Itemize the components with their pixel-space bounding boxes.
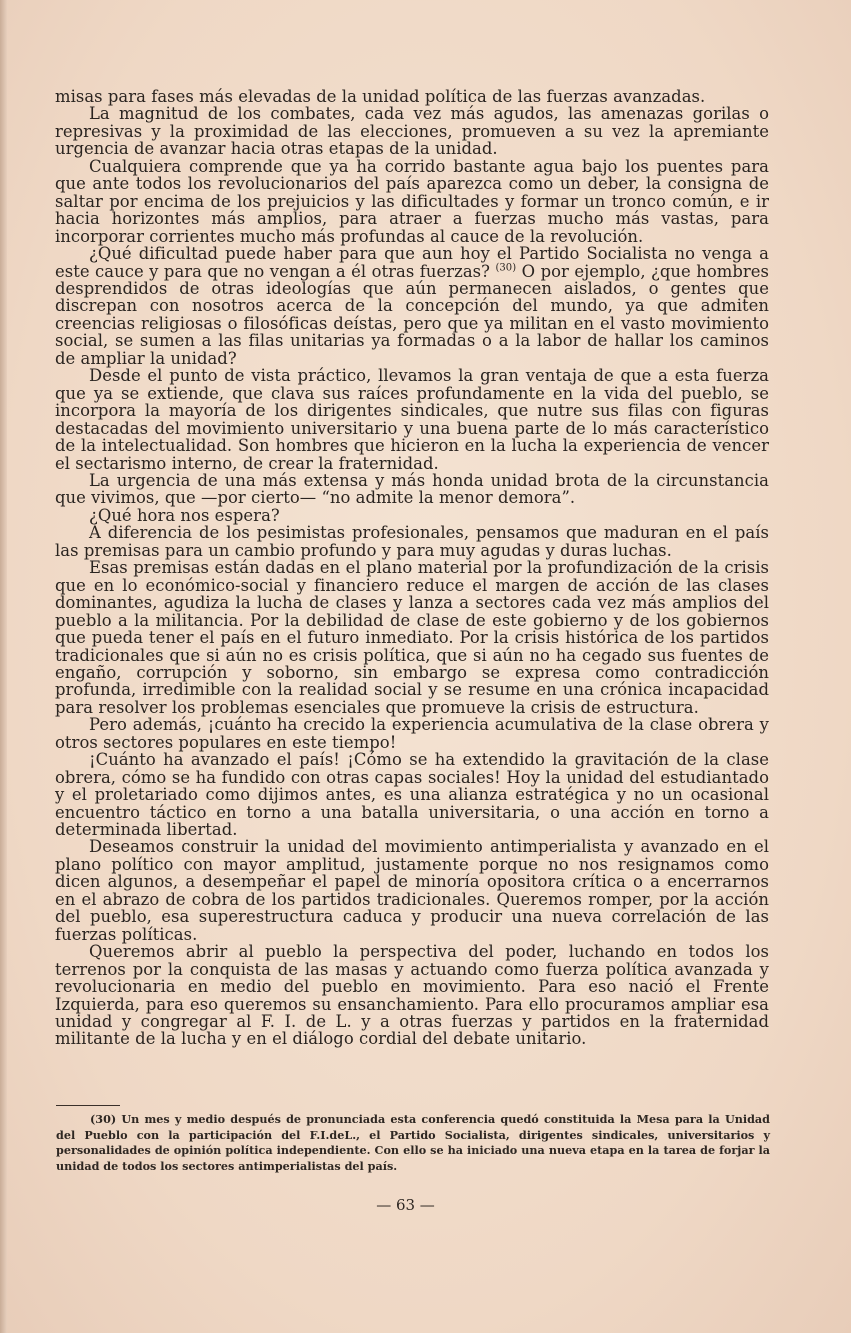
footnote-reference: (30) [495, 262, 517, 274]
paragraph: ¿Qué hora nos espera? [89, 505, 280, 525]
page-body [55, 88, 769, 1048]
paragraph: Queremos abrir al pueblo la perspectiva del poder, luchando en todos los terrenos por la conquista de las masas y actuando como fuerza política avanzada y revolucionaria en medio del pueblo en movimiento. Para eso nació el Frente Izquierda, para eso queremos su ensanchamiento. Para ello procuramos ampliar esa unidad y congregar al F. I. de L. y a otras fuerzas y partidos en la fraternidad militante de la lucha y en el diálogo cordial del debate unitario. [55, 942, 769, 1049]
paragraph: Cualquiera comprende que ya ha corrido bastante agua bajo los puentes para que ante todos los revolucionarios del país aparezca como un deber, la consigna de saltar por encima de los prejuicios y las dificultades y formar un tronco común, e ir hacia horizontes más amplios, para atraer a fuerzas mucho más vastas, para incorporar corrientes mucho más profundas al cauce de la revolución. [55, 156, 769, 246]
footnote: (30) Un mes y medio después de pronunciada esta conferencia quedó constituida la Mesa para la Unidad del Pueblo con la participación del F.I.deL., el Partido Socialista, dirigentes sindicales, universitarios y personalidades de opinión política independiente. Con ello se ha iniciado una nueva etapa en la tarea de forjar la unidad de todos los sectores antimperialistas del país. [56, 1112, 770, 1174]
paragraph: La magnitud de los combates, cada vez más agudos, las amenazas gorilas o represivas y la proximidad de las elecciones, promueven a su vez la apremiante urgencia de avanzar hacia otras etapas de la unidad. [55, 104, 769, 159]
page-binding-edge [0, 0, 7, 1333]
paragraph-with-footnote [55, 245, 769, 367]
paragraph: Deseamos construir la unidad del movimiento antimperialista y avanzado en el plano político con mayor amplitud, justamente porque no nos resignamos como dicen algunos, a desempeñar el papel de minoría opositora crítica o a encerrarnos en el abrazo de cobra de los partidos tradicionales. Queremos romper, por la acción del pueblo, esa superestructura caduca y producir una nueva correlación de las fuerzas políticas. [55, 837, 769, 944]
paragraph: Desde el punto de vista práctico, llevamos la gran ventaja de que a esta fuerza que ya se extiende, que clava sus raíces profundamente en la vida del pueblo, se incorpora la mayoría de los dirigentes sindicales, que nutre sus filas con figuras destacadas del movimiento universitario y una buena parte de lo más característico de la intelectualidad. Son hombres que hicieron en la lucha la experiencia de vencer el sectarismo interno, de crear la fraternidad. [55, 366, 769, 473]
paragraph: misas para fases más elevadas de la unidad política de las fuerzas avanzadas. [55, 87, 706, 106]
paragraph: Esas premisas están dadas en el plano material por la profundización de la crisis que en lo económico-social y financiero reduce el margen de acción de las clases dominantes, agudiza la lucha de clases y lanza a sectores cada vez más amplios del pueblo a la militancia. Por la debilidad de clase de este gobierno y de los gobiernos que pueda tener el país en el futuro inmediato. Por la crisis histórica de los partidos tradicionales que si aún no es crisis política, que si aún no ha cegado sus fuentes de engaño, corrupción y soborno, sin embargo se expresa como contradicción profunda, irredimible con la realidad social y se resume en una crónica incapacidad para resolver los problemas esenciales que promueve la crisis de estructura. [55, 558, 769, 717]
paragraph: Pero además, ¡cuánto ha crecido la experiencia acumulativa de la clase obrera y otros sectores populares en este tiempo! [55, 715, 769, 752]
paragraph: La urgencia de una más extensa y más honda unidad brota de la circunstancia que vivimos, que —por cierto— “no admite la menor demora”. [55, 470, 769, 508]
paragraph: A diferencia de los pesimistas profesionales, pensamos que maduran en el país las premisas para un cambio profundo y para muy agudas y duras luchas. [55, 523, 769, 560]
paragraph: ¡Cuánto ha avanzado el país! ¡Cómo se ha extendido la gravitación de la clase obrera, cómo se ha fundido con otras capas sociales! Hoy la unidad del estudiantado y el proletariado como dijimos antes, es una alianza estratégica y no un ocasional encuentro táctico en torno a una batalla universitaria, o una acción en torno a determinada libertad. [55, 750, 769, 840]
paragraph-text: ¿Qué dificultad puede haber para que aun hoy el Partido Socialista no venga a este cauce y para que no vengan a él otras fuerzas? [55, 244, 769, 281]
page-number: — 63 — [376, 1196, 435, 1214]
footnote-divider [56, 1105, 120, 1106]
paragraph-text: O por ejemplo, ¿que hombres desprendidos de otras ideologías que aún permanecen aislados, o gentes que discrepan con nosotros acerca de la concepción del mundo, ya que admiten creencias religiosas o filosóficas deístas, pero que ya militan en el vasto movimiento social, se sumen a las filas unitarias ya formadas o a la labor de hallar los caminos de ampliar la unidad? [55, 261, 769, 368]
